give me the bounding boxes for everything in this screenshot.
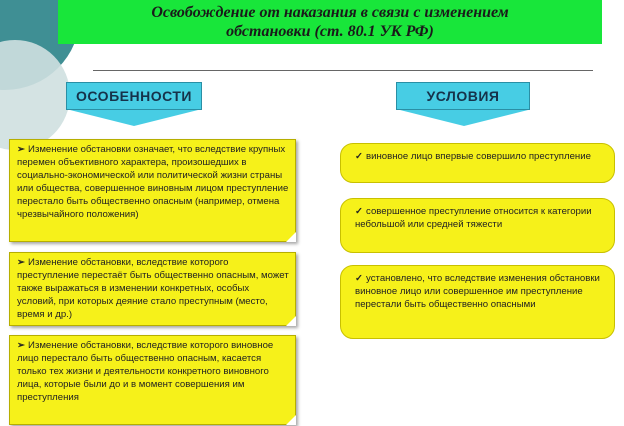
- condition-card-3: [340, 265, 615, 339]
- condition-text-2: совершенное преступление относится к категории небольшой или средней тяжести: [355, 206, 592, 230]
- condition-card-1: [340, 143, 615, 183]
- down-arrow-icon: [70, 110, 198, 126]
- feature-card-3: [9, 335, 296, 425]
- checkmark-icon: ✓: [355, 273, 364, 284]
- feature-text-3: Изменение обстановки, вследствие которого виновное лицо перестало быть общественно опасным, касается только тех жизни и деятельности конкретного виновного лица, которые были до и в момент совершения им преступления: [17, 340, 274, 403]
- condition-card-2: [340, 198, 615, 253]
- conditions-header: УСЛОВИЯ: [396, 82, 530, 110]
- feature-card-1: [9, 139, 296, 242]
- condition-text-1: виновное лицо впервые совершило преступление: [366, 151, 591, 162]
- title-line-1: Освобождение от наказания в связи с изменением: [151, 4, 509, 21]
- feature-text-1: Изменение обстановки означает, что вследствие крупных перемен объективного характера, произошедших в социально-экономической или политической жизни страны или общества, совершенное виновным лицом преступление перестало быть общественно опасным (например, отмена чрезвычайного положения): [17, 144, 289, 220]
- checkmark-icon: ✓: [355, 151, 364, 162]
- divider: [93, 70, 593, 71]
- down-arrow-icon: [400, 110, 528, 126]
- arrow-bullet-icon: ➢: [17, 257, 26, 268]
- feature-card-2: [9, 252, 296, 326]
- checkmark-icon: ✓: [355, 206, 364, 217]
- page-title: [58, 0, 602, 44]
- feature-text-2: Изменение обстановки, вследствие которого преступление перестаёт быть общественно опасным, может также выражаться в изменении конкретных, особых условий, при которых деяние стало преступным (место, время и др.): [17, 257, 289, 320]
- title-line-2: обстановки (ст. 80.1 УК РФ): [226, 23, 434, 40]
- features-header: ОСОБЕННОСТИ: [66, 82, 202, 110]
- condition-text-3: установлено, что вследствие изменения обстановки виновное лицо или совершенное им преступление перестали быть общественно опасными: [355, 273, 600, 310]
- arrow-bullet-icon: ➢: [17, 340, 26, 351]
- arrow-bullet-icon: ➢: [17, 144, 26, 155]
